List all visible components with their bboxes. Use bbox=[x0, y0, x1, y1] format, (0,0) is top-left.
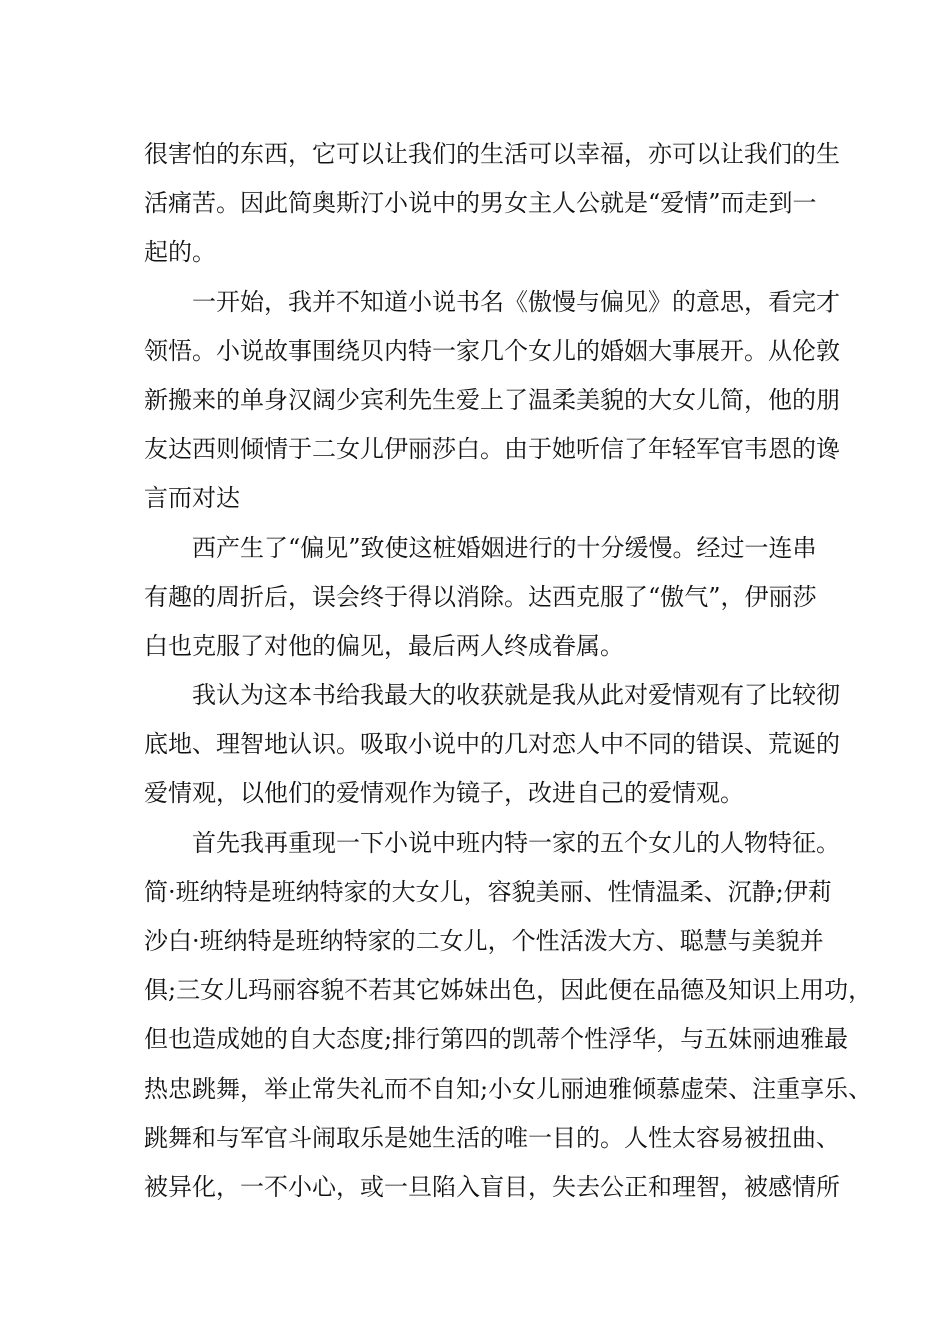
text-line: 底地、理智地认识。吸取小说中的几对恋人中不同的错误、荒诞的 bbox=[144, 730, 840, 759]
text-line: 活痛苦。因此简奥斯汀小说中的男女主人公就是“爱情”而走到一 bbox=[144, 189, 817, 218]
body-text bbox=[144, 130, 873, 1212]
text-line: 首先我再重现一下小说中班内特一家的五个女儿的人物特征。 bbox=[192, 828, 840, 857]
text-line: 有趣的周折后，误会终于得以消除。达西克服了“傲气”，伊丽莎 bbox=[144, 582, 817, 611]
text-line: 沙白·班纳特是班纳特家的二女儿，个性活泼大方、聪慧与美貌并 bbox=[144, 927, 824, 955]
text-line: 言而对达 bbox=[144, 484, 240, 513]
text-line: 白也克服了对他的偏见，最后两人终成眷属。 bbox=[144, 631, 624, 660]
text-line: 友达西则倾情于二女儿伊丽莎白。由于她听信了年轻军官韦恩的谗 bbox=[144, 435, 840, 464]
text-line: 领悟。小说故事围绕贝内特一家几个女儿的婚姻大事展开。从伦敦 bbox=[144, 336, 840, 365]
text-line: 俱;三女儿玛丽容貌不若其它姊妹出色，因此便在品德及知识上用功， bbox=[144, 976, 873, 1005]
paragraph bbox=[144, 278, 840, 524]
text-line: 但也造成她的自大态度;排行第四的凯蒂个性浮华，与五妹丽迪雅最 bbox=[144, 1025, 849, 1054]
text-line: 爱情观，以他们的爱情观作为镜子，改进自己的爱情观。 bbox=[144, 779, 744, 808]
text-line: 跳舞和与军官斗闹取乐是她生活的唯一目的。人性太容易被扭曲、 bbox=[144, 1123, 840, 1152]
paragraph bbox=[144, 819, 873, 1213]
text-line: 我认为这本书给我最大的收获就是我从此对爱情观有了比较彻 bbox=[192, 681, 840, 710]
text-line: 热忠跳舞，举止常失礼而不自知;小女儿丽迪雅倾慕虚荣、注重享乐、 bbox=[144, 1074, 873, 1103]
paragraph bbox=[144, 130, 840, 278]
text-line: 起的。 bbox=[144, 238, 216, 267]
text-line: 被异化，一不小心，或一旦陷入盲目，失去公正和理智，被感情所 bbox=[144, 1172, 840, 1201]
text-line: 一开始，我并不知道小说书名《傲慢与偏见》的意思，看完才 bbox=[192, 287, 840, 316]
text-line: 很害怕的东西，它可以让我们的生活可以幸福，亦可以让我们的生 bbox=[144, 140, 840, 168]
text-line: 新搬来的单身汉阔少宾利先生爱上了温柔美貌的大女儿简，他的朋 bbox=[144, 385, 840, 414]
text-line: 西产生了“偏见”致使这桩婚姻进行的十分缓慢。经过一连串 bbox=[192, 533, 817, 562]
paragraph bbox=[144, 671, 840, 819]
text-line: 简·班纳特是班纳特家的大女儿，容貌美丽、性情温柔、沉静;伊莉 bbox=[144, 877, 832, 906]
paragraph bbox=[144, 524, 824, 672]
